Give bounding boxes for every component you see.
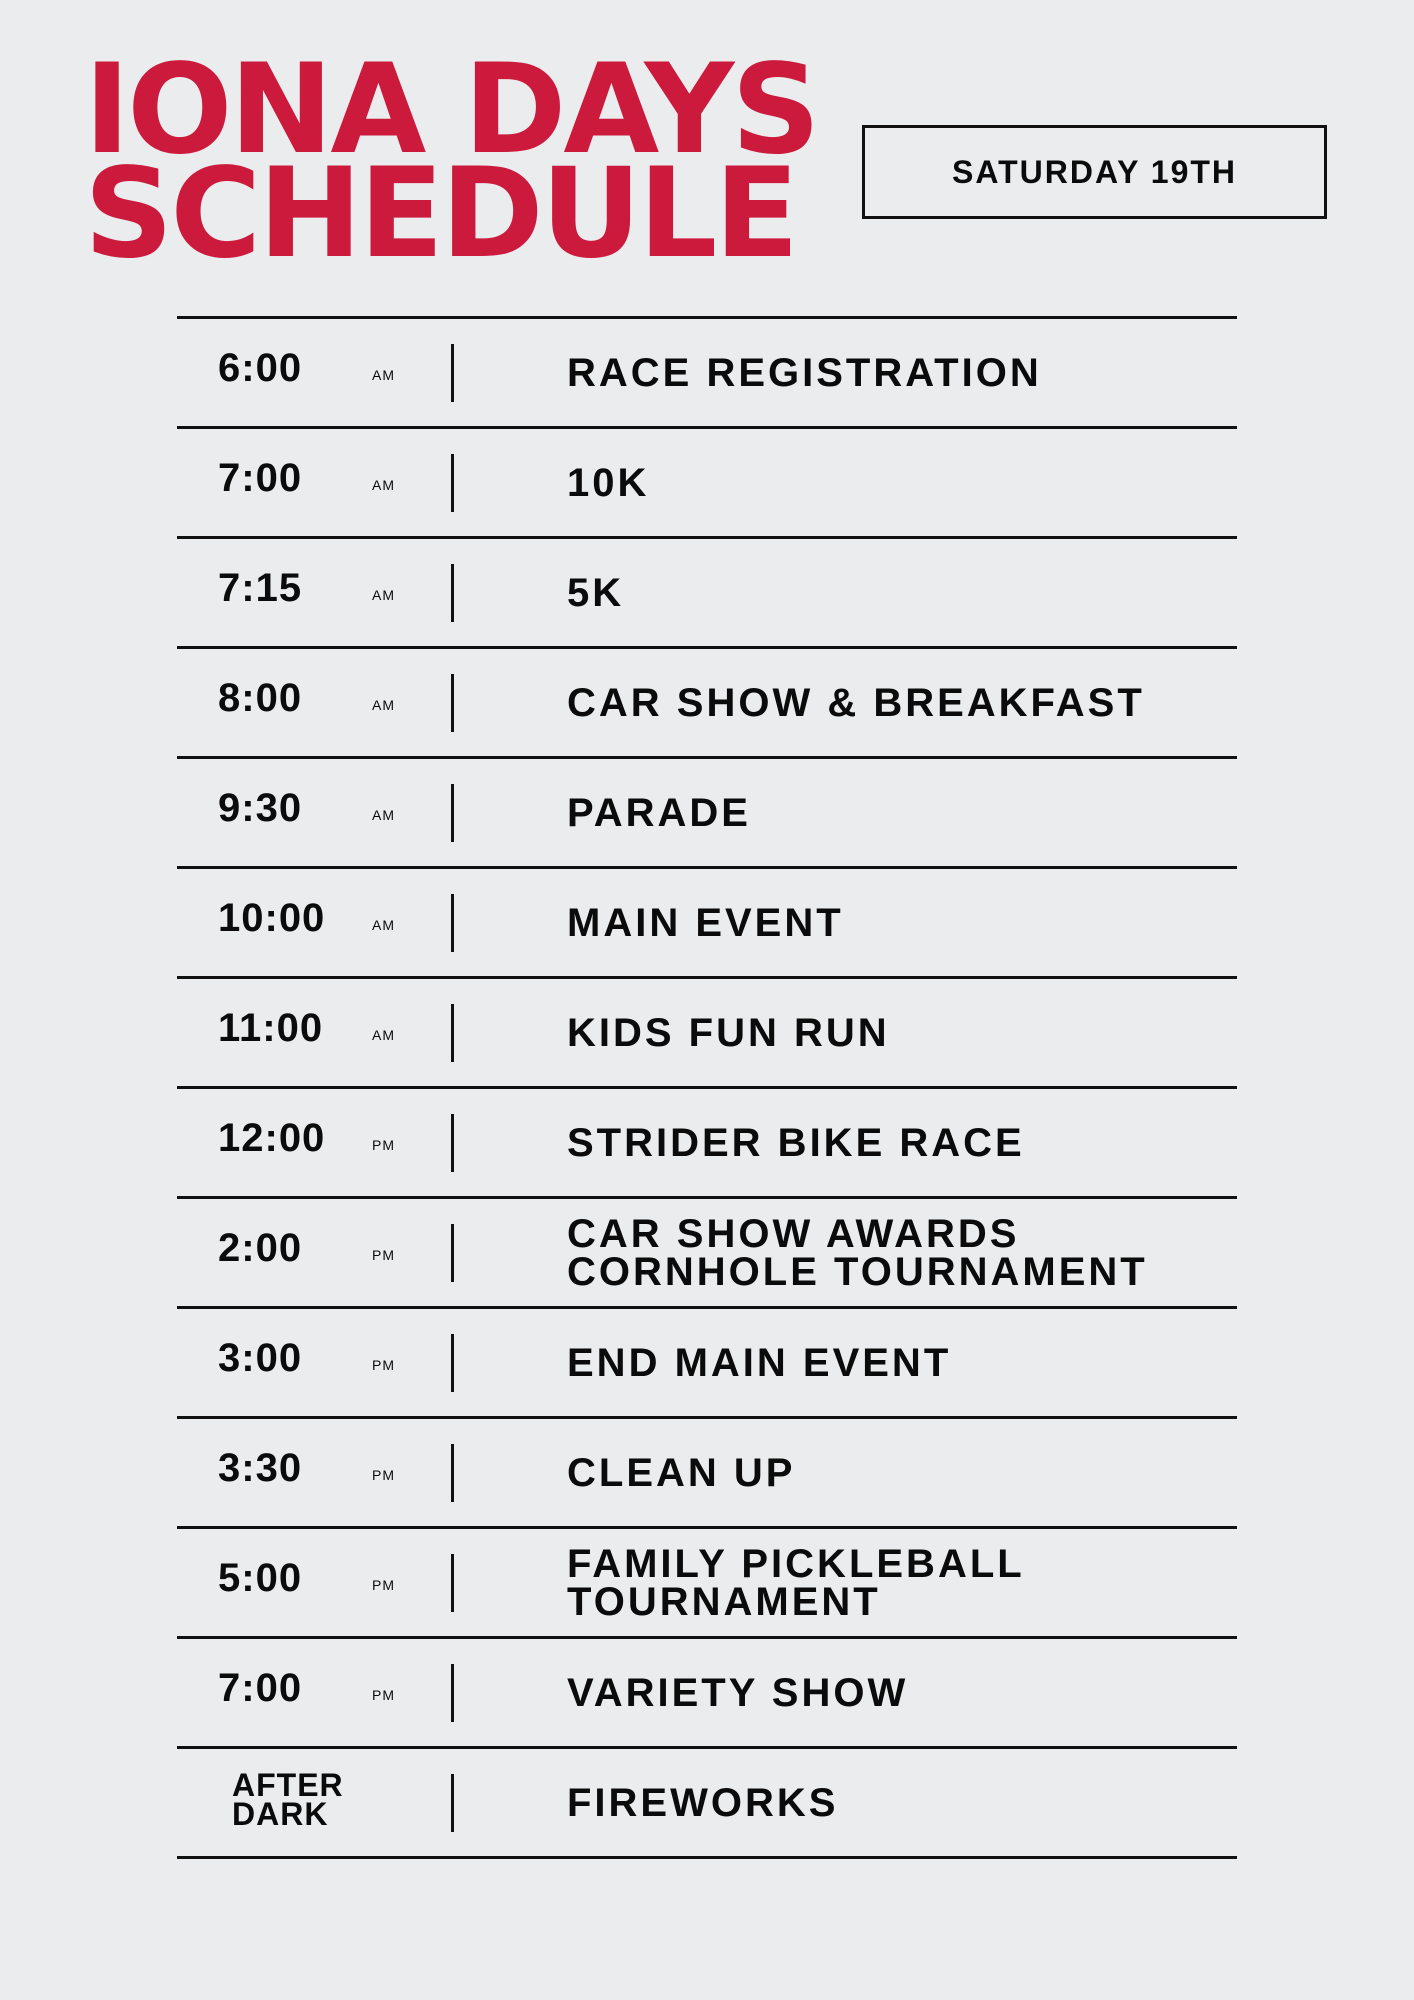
schedule-event <box>567 649 1145 756</box>
schedule-time: 8:00 <box>218 676 303 720</box>
schedule-event <box>567 1089 1025 1196</box>
schedule-time: 9:30 <box>218 786 303 830</box>
schedule-time: 3:00 <box>218 1336 303 1380</box>
schedule-event-line: RACE REGISTRATION <box>567 350 1042 395</box>
title-line-2: SCHEDULE <box>84 142 797 286</box>
schedule-time: 5:00 <box>218 1556 303 1600</box>
schedule-row <box>177 979 1237 1089</box>
date-label: SATURDAY 19TH <box>951 153 1238 190</box>
schedule-row <box>177 649 1237 759</box>
schedule-event <box>567 1309 951 1416</box>
schedule-event <box>567 539 624 646</box>
row-divider <box>451 1224 454 1282</box>
schedule-event-line: CAR SHOW AWARDS <box>567 1211 1020 1256</box>
schedule-event <box>567 429 649 536</box>
schedule-row <box>177 869 1237 979</box>
schedule-period: PM <box>372 1687 395 1703</box>
row-divider <box>451 1664 454 1722</box>
schedule-row <box>177 759 1237 869</box>
schedule-time: 7:15 <box>218 566 303 610</box>
schedule-row <box>177 1749 1237 1859</box>
row-divider <box>451 784 454 842</box>
row-divider <box>451 894 454 952</box>
schedule-time: 12:00 <box>218 1116 326 1160</box>
title-line-1: IONA DAYS <box>84 38 818 182</box>
schedule-event <box>567 869 844 976</box>
schedule-event-line: 5K <box>567 570 625 615</box>
schedule-event-line: CLEAN UP <box>567 1450 796 1495</box>
schedule-period: AM <box>372 807 395 823</box>
schedule-row <box>177 1199 1237 1309</box>
schedule-time: 11:00 <box>218 1006 324 1050</box>
schedule-time: 7:00 <box>218 456 303 500</box>
row-divider <box>451 1004 454 1062</box>
schedule-event-line: CAR SHOW & BREAKFAST <box>567 680 1145 725</box>
schedule-time-line: AFTER <box>232 1767 344 1803</box>
schedule-row <box>177 539 1237 649</box>
schedule-event-line: VARIETY SHOW <box>567 1670 909 1715</box>
schedule-period: AM <box>372 477 395 493</box>
schedule-event <box>567 979 890 1086</box>
row-divider <box>451 1554 454 1612</box>
schedule-period: PM <box>372 1577 395 1593</box>
schedule-event-line: END MAIN EVENT <box>567 1340 952 1385</box>
schedule-period: AM <box>372 917 395 933</box>
schedule-time-line: DARK <box>232 1796 329 1832</box>
schedule-event-line: STRIDER BIKE RACE <box>567 1120 1025 1165</box>
row-divider <box>451 1114 454 1172</box>
schedule-period: PM <box>372 1357 395 1373</box>
row-divider <box>451 454 454 512</box>
schedule-time <box>232 1767 344 1832</box>
schedule-period: AM <box>372 697 395 713</box>
schedule-period: PM <box>372 1467 395 1483</box>
schedule-event <box>567 1199 1148 1306</box>
schedule-event-line: KIDS FUN RUN <box>567 1010 890 1055</box>
schedule-period: AM <box>372 1027 395 1043</box>
schedule-event <box>567 1419 795 1526</box>
schedule-row <box>177 1529 1237 1639</box>
schedule-row <box>177 1419 1237 1529</box>
row-divider <box>451 1774 454 1832</box>
schedule-time: 6:00 <box>218 346 303 390</box>
schedule-time: 3:30 <box>218 1446 303 1490</box>
schedule-period: AM <box>372 367 395 383</box>
schedule-event <box>567 1749 838 1856</box>
schedule-row <box>177 429 1237 539</box>
schedule-event <box>567 759 751 866</box>
row-divider <box>451 1334 454 1392</box>
schedule-event <box>567 1639 908 1746</box>
schedule-event-line: 10K <box>567 460 650 505</box>
schedule-event <box>567 319 1042 426</box>
schedule-list <box>177 316 1237 1859</box>
schedule-event-line: TOURNAMENT <box>567 1579 881 1624</box>
date-badge <box>862 125 1327 219</box>
schedule-row <box>177 1639 1237 1749</box>
schedule-event-line: PARADE <box>567 790 751 835</box>
schedule-row <box>177 1309 1237 1419</box>
schedule-event-line: MAIN EVENT <box>567 900 844 945</box>
row-divider <box>451 344 454 402</box>
schedule-period: PM <box>372 1247 395 1263</box>
schedule-row <box>177 319 1237 429</box>
page-title <box>84 38 818 286</box>
schedule-period: PM <box>372 1137 395 1153</box>
row-divider <box>451 1444 454 1502</box>
row-divider <box>451 674 454 732</box>
schedule-event-line: FIREWORKS <box>567 1780 839 1825</box>
schedule-time: 2:00 <box>218 1226 303 1270</box>
schedule-period: AM <box>372 587 395 603</box>
schedule-event <box>567 1529 1025 1636</box>
schedule-row <box>177 1089 1237 1199</box>
schedule-time: 7:00 <box>218 1666 303 1710</box>
schedule-event-line: FAMILY PICKLEBALL <box>567 1541 1025 1586</box>
schedule-event-line: CORNHOLE TOURNAMENT <box>567 1249 1148 1294</box>
row-divider <box>451 564 454 622</box>
schedule-time: 10:00 <box>218 896 326 940</box>
